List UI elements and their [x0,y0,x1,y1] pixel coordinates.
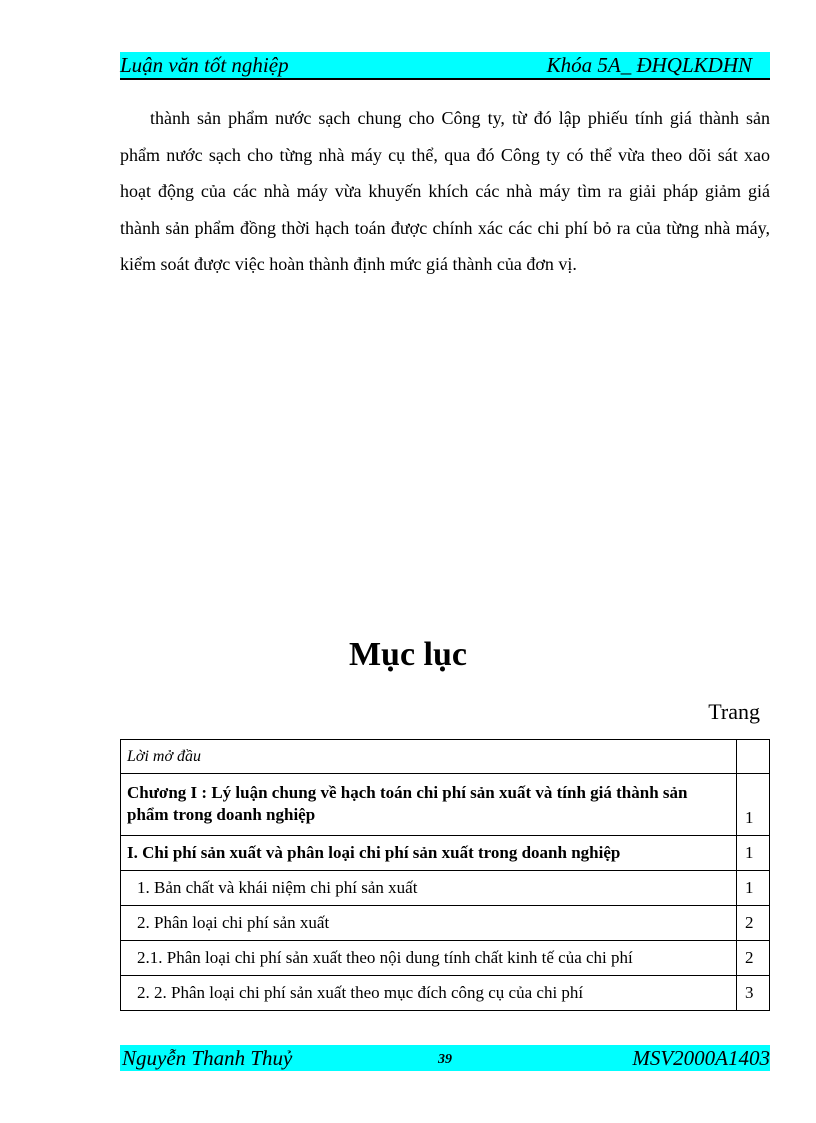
header-course-label: Khóa 5A_ ĐHQLKDHN [546,53,752,77]
toc-row [121,906,770,941]
toc-entry-page [737,740,770,774]
toc-entry-page: 2 [737,906,770,941]
toc-row [121,871,770,906]
toc-entry-page: 1 [737,774,770,836]
toc-page-column-label: Trang [708,699,760,724]
toc-entry-page: 1 [737,836,770,871]
footer-page-number: 39 [438,1052,452,1067]
toc-entry-page: 2 [737,941,770,976]
toc-entry-text: 2. Phân loại chi phí sản xuất [121,906,737,941]
footer-author: Nguyễn Thanh Thuỷ [122,1046,293,1070]
toc-row [121,976,770,1011]
page-footer [120,1045,770,1071]
toc-entry-text: I. Chi phí sản xuất và phân loại chi phí sản xuất trong doanh nghiệp [121,836,737,871]
toc-row [121,740,770,774]
toc-row [121,774,770,836]
toc-entry-page: 1 [737,871,770,906]
page-header [120,52,770,80]
toc-entry-text: 2. 2. Phân loại chi phí sản xuất theo mục đích công cụ của chi phí [121,976,737,1011]
toc-table [120,739,770,1011]
toc-entry-text: 2.1. Phân loại chi phí sản xuất theo nội dung tính chất kinh tế của chi phí [121,941,737,976]
header-thesis-label: Luận văn tốt nghiệp [120,53,289,77]
toc-entry-text: 1. Bản chất và khái niệm chi phí sản xuất [121,871,737,906]
footer-student-id: MSV2000A1403 [632,1046,770,1070]
toc-title: Mục lục [348,636,468,673]
toc-row [121,836,770,871]
body-paragraph: thành sản phẩm nước sạch chung cho Công ty, từ đó lập phiếu tính giá thành sản phẩm nước sạch cho từng nhà máy cụ thể, qua đó Công ty có thể vừa theo dõi sát xao hoạt động của các nhà máy vừa khuyến khích các nhà máy tìm ra giải pháp giảm giá thành sản phẩm đồng thời hạch toán được chính xác các chi phí bỏ ra của từng nhà máy, kiểm soát được việc hoàn thành định mức giá thành của đơn vị. [120,108,770,274]
toc-entry-page: 3 [737,976,770,1011]
toc-entry-text: Lời mở đầu [121,740,737,774]
toc-entry-text: Chương I : Lý luận chung về hạch toán chi phí sản xuất và tính giá thành sản phẩm trong doanh nghiệp [121,774,737,836]
toc-row [121,941,770,976]
